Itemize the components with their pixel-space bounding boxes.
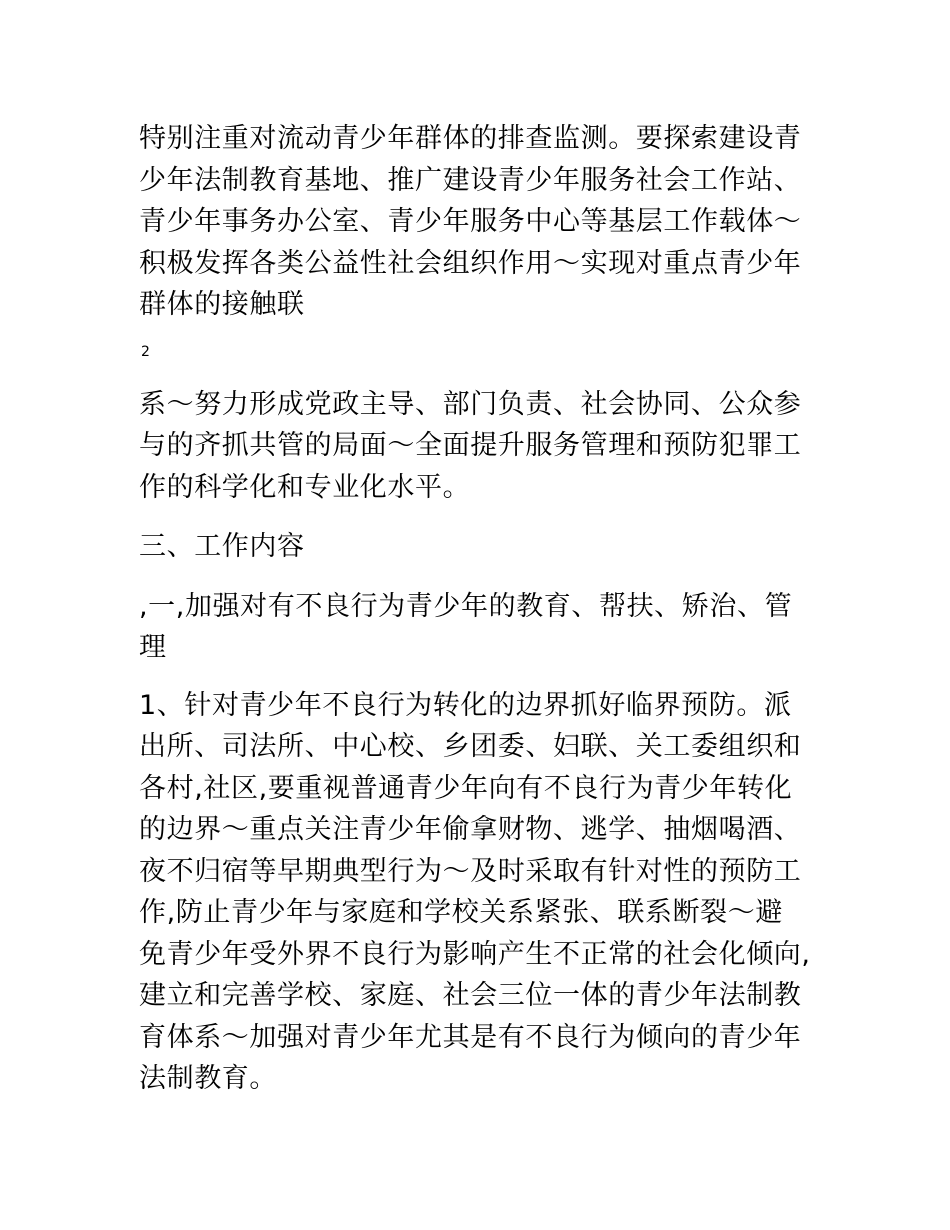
text-line: 特别注重对流动青少年群体的排查监测。要探索建设青 (139, 123, 802, 154)
text-line: 免青少年受外界不良行为影响产生不正常的社会化倾向, (139, 938, 811, 970)
text-line: 的边界～重点关注青少年偷拿财物、逃学、抽烟喝酒、 (139, 814, 802, 845)
text-line: 出所、司法所、中心校、乡团委、妇联、关工委组织和 (139, 731, 802, 762)
paragraph-continued (139, 384, 839, 509)
heading-line: 三、工作内容 (139, 531, 305, 562)
text-line: 积极发挥各类公益性社会组织作用～实现对重点青少年 (139, 247, 802, 279)
text-line: 群体的接触联 (139, 289, 305, 320)
text-line: 作的科学化和专业化水平。 (139, 471, 471, 503)
text-line: 与的齐抓共管的局面～全面提升服务管理和预防犯罪工 (139, 430, 802, 461)
paragraph-item-1 (139, 685, 839, 1100)
text-line: ,一,加强对有不良行为青少年的教育、帮扶、矫治、管 (139, 590, 793, 622)
section-heading (139, 526, 839, 568)
text-line: 夜不归宿等早期典型行为～及时采取有针对性的预防工 (139, 855, 802, 887)
text-line: 建立和完善学校、家庭、社会三位一体的青少年法制教 (139, 980, 802, 1011)
text-line: 1、针对青少年不良行为转化的边界抓好临界预防。派 (139, 689, 792, 721)
text-line: 青少年事务办公室、青少年服务中心等基层工作载体～ (139, 206, 802, 237)
text-line: 法制教育。 (139, 1063, 277, 1094)
text-line: 系～努力形成党政主导、部门负责、社会协同、公众参 (139, 388, 802, 420)
text-line: 少年法制教育基地、推广建设青少年服务社会工作站、 (139, 164, 802, 196)
text-line: 理 (139, 632, 167, 663)
document-page (139, 118, 839, 1100)
text-line: 各村,社区,要重视普通青少年向有不良行为青少年转化 (139, 772, 793, 804)
text-line: 作,防止青少年与家庭和学校关系紧张、联系断裂～避 (139, 897, 783, 928)
text-line: 育体系～加强对青少年尤其是有不良行为倾向的青少年 (139, 1021, 802, 1053)
paragraph-intro (139, 118, 839, 326)
subsection-heading (139, 586, 839, 669)
page-number: 2 (141, 343, 150, 360)
